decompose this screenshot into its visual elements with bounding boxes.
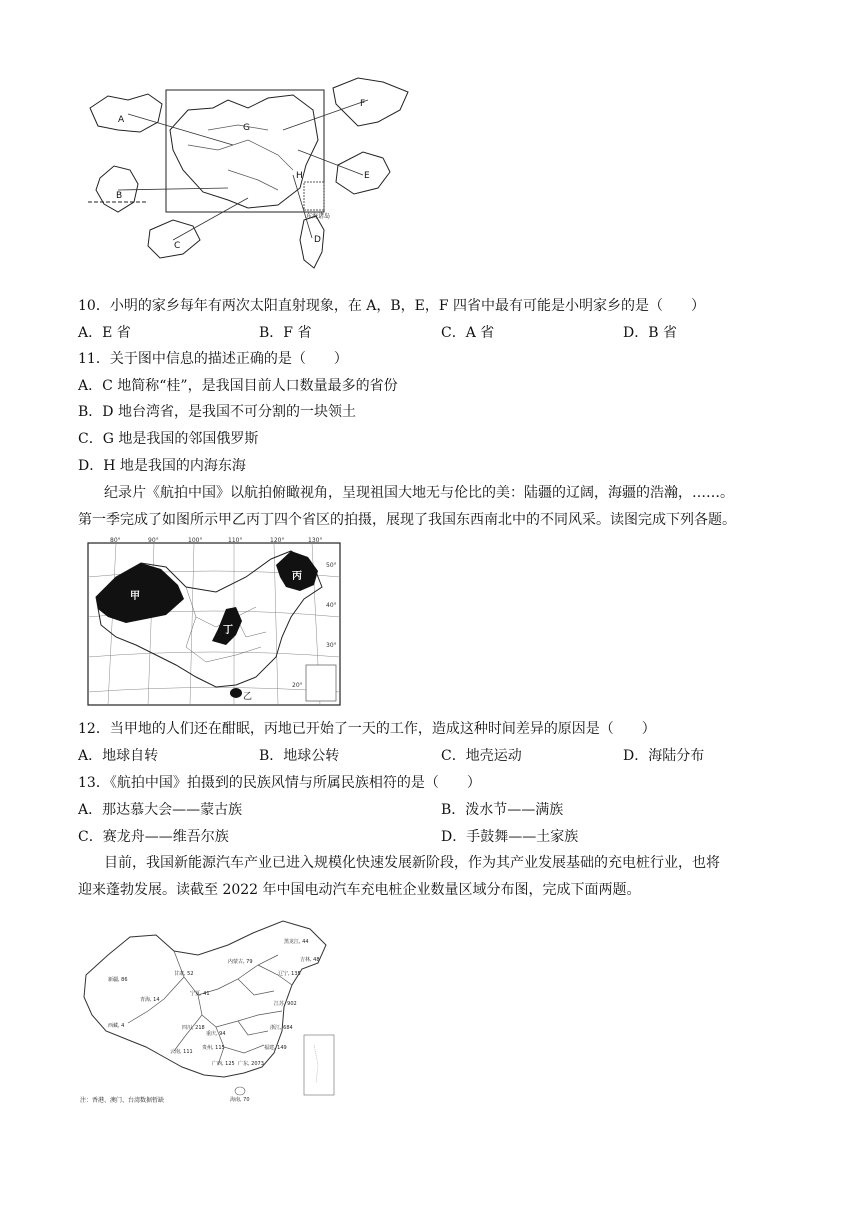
map1-label-D: D [314,235,321,245]
map2-label-bing: 丙 [292,571,302,582]
map2-lon-110: 110° [228,537,243,544]
map3-province-label: 黑龙江, 44 [284,939,309,945]
map2-lon-100: 100° [188,537,203,544]
map3-province-label: 广东, 2073 [238,1061,264,1067]
map3-province-label: 辽宁, 135 [278,971,301,977]
shape-E [336,152,390,194]
map2-lon-120: 120° [270,537,285,544]
map1-inset-caption: 东海诸岛 [306,213,331,220]
map2-lon-90: 90° [148,537,159,544]
map2-lon-130: 130° [308,537,323,544]
q13-option-c[interactable]: C．赛龙舟——维吾尔族 [78,829,229,845]
map3-province-label: 西藏, 4 [108,1023,125,1029]
region-yi [230,688,242,698]
map2-label-jia: 甲 [130,591,140,602]
q10-option-b[interactable]: B．F 省 [259,325,312,341]
map1-label-F: F [360,99,366,109]
charging-pile-distribution-map [78,915,338,1105]
q13-option-a[interactable]: A．那达慕大会——蒙古族 [78,802,243,818]
map3-province-label: 贵州, 115 [202,1045,225,1051]
map1-label-E: E [364,171,370,181]
q11-option-c[interactable]: C．G 地是我国的邻国俄罗斯 [78,431,259,447]
q11-option-b[interactable]: B．D 地台湾省，是我国不可分割的一块领土 [78,404,356,420]
china-outline [170,95,318,208]
map1-label-A: A [118,115,125,125]
map2-lat-40: 40° [326,602,337,609]
question-13-stem: 13．《航拍中国》拍摄到的民族风情与所属民族相符的是（ ） [78,775,481,791]
map3-province-label: 内蒙古, 79 [228,959,253,965]
map3-province-label: 新疆, 86 [108,977,128,983]
question-10-stem: 10．小明的家乡每年有两次太阳直射现象，在 A，B，E，F 四省中最有可能是小明家乡的是（ ） [78,298,706,314]
q11-option-d[interactable]: D．H 地是我国的内海东海 [78,458,246,474]
passage-2-line-2: 迎来蓬勃发展。读截至 2022 年中国电动汽车充电桩企业数量区域分布图，完成下面两题。 [78,882,641,898]
map3-province-label: 江苏, 902 [274,1001,297,1007]
q10-option-a[interactable]: A．E 省 [78,325,131,341]
q13-option-d[interactable]: D．手鼓舞——土家族 [441,829,579,845]
q10-option-c[interactable]: C．A 省 [441,325,495,341]
map3-province-label: 青海, 14 [140,997,160,1003]
map3-province-label: 广西, 125 [212,1061,235,1067]
q12-option-a[interactable]: A．地球自转 [78,748,159,764]
shape-B [96,166,138,212]
map1-label-H: H [296,171,303,181]
map2-lon-80: 80° [110,537,121,544]
map2-lat-50: 50° [326,562,337,569]
passage-1-line-1: 纪录片《航拍中国》以航拍俯瞰视角，呈现祖国大地无与伦比的美：陆疆的辽阔，海疆的浩瀚，……。 [104,485,734,501]
passage-2-line-1: 目前，我国新能源汽车产业已进入规模化快速发展新阶段，作为其产业发展基础的充电桩行业，也将 [104,855,720,871]
passage-1-line-2: 第一季完成了如图所示甲乙丙丁四个省区的拍摄，展现了我国东西南北中的不同风采。读图完成下列各题。 [78,512,736,528]
q10-option-d[interactable]: D．B 省 [623,325,677,341]
q12-option-d[interactable]: D．海陆分布 [623,748,705,764]
map3-province-label: 宁夏, 41 [190,991,210,997]
china-provinces-map [78,70,418,275]
map2-lat-30: 30° [326,642,337,649]
map3-province-label: 甘肃, 52 [174,971,194,977]
q12-option-b[interactable]: B．地球公转 [259,748,340,764]
map3-province-label: 吉林, 48 [300,957,320,963]
map3-province-label: 浙江, 684 [270,1025,293,1031]
question-12-stem: 12．当甲地的人们还在酣眠，丙地已开始了一天的工作，造成这种时间差异的原因是（ ） [78,721,656,737]
map1-label-B: B [116,191,123,201]
map3-province-label: 重庆, 94 [206,1031,226,1037]
q13-option-b[interactable]: B．泼水节——满族 [441,802,564,818]
q12-option-c[interactable]: C．地壳运动 [441,748,522,764]
map2-label-yi: 乙 [243,692,253,702]
q11-option-a[interactable]: A．C 地简称“桂”，是我国目前人口数量最多的省份 [78,378,398,394]
map3-province-label: 云南, 111 [170,1049,193,1055]
shape-A [90,94,162,132]
shape-F [333,78,408,126]
map2-lat-20: 20° [292,682,303,689]
map3-province-label: 福建, 149 [264,1045,287,1051]
map3-province-label: 四川, 218 [182,1025,205,1031]
question-11-stem: 11．关于图中信息的描述正确的是（ ） [78,351,348,367]
map3-province-label: 海南, 70 [230,1097,250,1103]
aerial-china-provinces-map [86,537,344,709]
map2-label-ding: 丁 [223,625,233,636]
map1-label-G: G [243,123,250,133]
map3-note: 注：香港、澳门、台湾数据暂缺 [80,1097,165,1104]
map1-label-C: C [174,241,181,251]
